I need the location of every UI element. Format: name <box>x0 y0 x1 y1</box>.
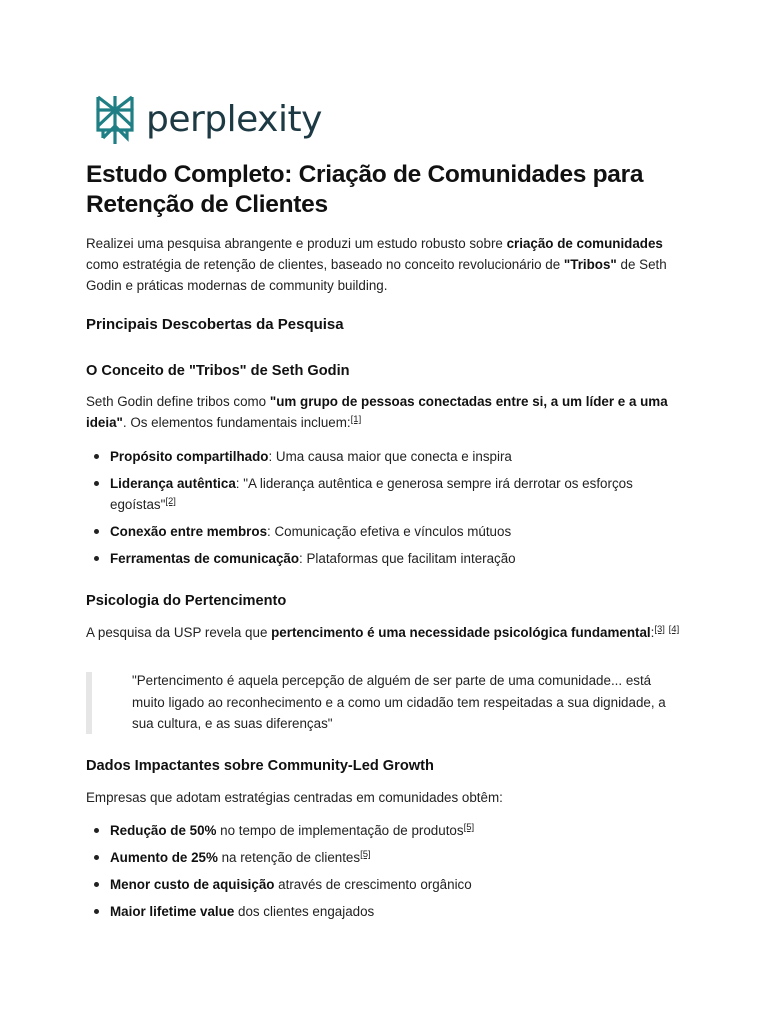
list-item: Maior lifetime value dos clientes engajados <box>94 901 674 922</box>
list-item: Aumento de 25% na retenção de clientes[5] <box>94 847 674 868</box>
citation-link[interactable]: [5] <box>463 822 475 833</box>
belonging-paragraph: A pesquisa da USP revela que pertencimento é uma necessidade psicológica fundamental:[3] [4] <box>86 624 680 640</box>
growth-list <box>94 820 674 922</box>
citation-link[interactable]: [5] <box>360 849 371 860</box>
tribes-list <box>94 446 674 569</box>
citation-link[interactable]: [2] <box>165 496 176 507</box>
list-item: Propósito compartilhado: Uma causa maior que conecta e inspira <box>94 446 674 467</box>
list-item: Liderança autêntica: "A liderança autêntica e generosa sempre irá derrotar os esforços egoístas"[2] <box>94 473 674 515</box>
blockquote <box>86 672 686 736</box>
blockquote-text: "Pertencimento é aquela percepção de alguém de ser parte de uma comunidade... está muito ligado ao reconhecimento e a como um cidadão tem respeitadas a sua dignidade, a sua cultura, e as suas diferenças" <box>132 673 666 731</box>
logo-wordmark: perplexity <box>146 99 322 140</box>
section-heading-belonging: Psicologia do Pertencimento <box>86 593 287 609</box>
section-heading-tribes: O Conceito de "Tribos" de Seth Godin <box>86 363 350 379</box>
list-item: Conexão entre membros: Comunicação efetiva e vínculos mútuos <box>94 521 674 542</box>
list-item: Ferramentas de comunicação: Plataformas que facilitam interação <box>94 548 674 569</box>
growth-paragraph: Empresas que adotam estratégias centradas em comunidades obtêm: <box>86 790 503 805</box>
tribes-paragraph: Seth Godin define tribos como "um grupo de pessoas conectadas entre si, a um líder e a uma ideia". Os elementos fundamentais incluem:[1] <box>86 394 668 430</box>
blockquote-bar <box>86 672 92 734</box>
list-item: Redução de 50% no tempo de implementação de produtos[5] <box>94 820 674 841</box>
citation-link[interactable]: [3] <box>654 624 665 635</box>
perplexity-logo-icon <box>94 94 136 146</box>
intro-paragraph: Realizei uma pesquisa abrangente e produzi um estudo robusto sobre criação de comunidades como estratégia de retenção de clientes, baseado no conceito revolucionário de "Tribos" de Seth Godin e práticas modernas de community building. <box>86 236 667 293</box>
perplexity-logo <box>94 94 322 146</box>
page-title: Estudo Completo: Criação de Comunidades para Retenção de Clientes <box>86 161 644 218</box>
section-heading-growth: Dados Impactantes sobre Community-Led Growth <box>86 758 434 774</box>
section-heading-main: Principais Descobertas da Pesquisa <box>86 316 344 333</box>
list-item: Menor custo de aquisição através de crescimento orgânico <box>94 874 674 895</box>
citation-link[interactable]: [1] <box>350 414 362 425</box>
citation-link[interactable]: [4] <box>668 624 680 635</box>
